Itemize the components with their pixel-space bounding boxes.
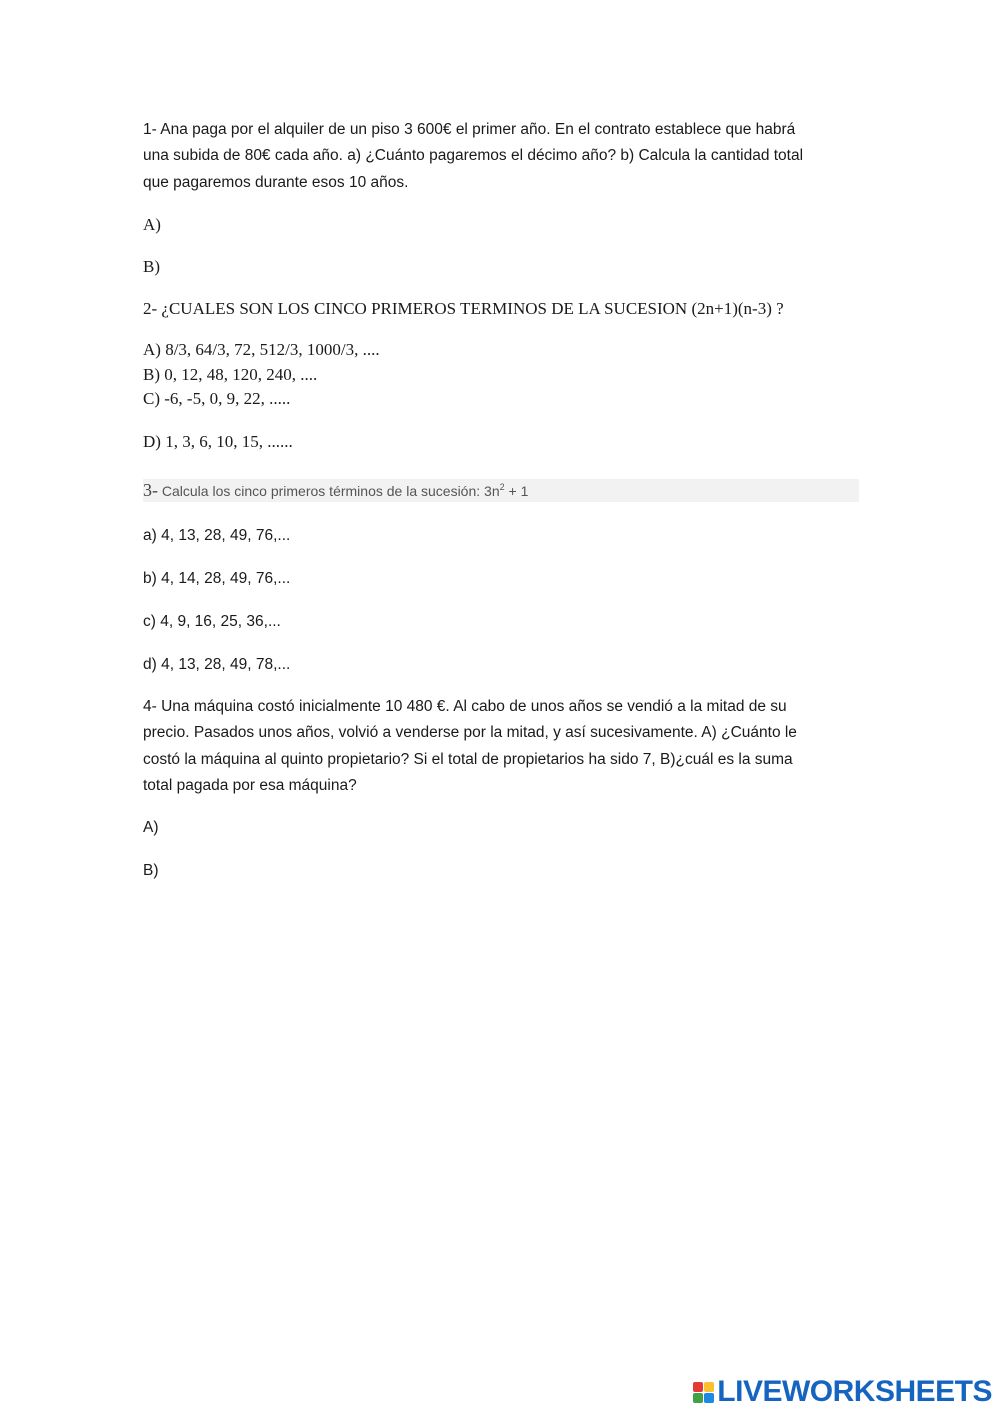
- logo-icon: [693, 1382, 714, 1403]
- question-1-answer-a: A): [143, 215, 161, 234]
- question-2-options: [143, 338, 859, 412]
- question-1-line: una subida de 80€ cada año. a) ¿Cuánto pagaremos el décimo año? b) Calcula la cantidad total: [143, 147, 804, 165]
- question-2-text: 2- ¿CUALES SON LOS CINCO PRIMEROS TERMINOS DE LA SUCESION (2n+1)(n-3) ?: [143, 299, 784, 318]
- question-3-option-b: b) 4, 14, 28, 49, 76,...: [143, 570, 291, 587]
- question-3-number: 3-: [143, 480, 158, 500]
- question-3-option-c: c) 4, 9, 16, 25, 36,...: [143, 613, 281, 630]
- question-4: [143, 694, 859, 799]
- question-1-line: que pagaremos durante esos 10 años.: [143, 173, 409, 191]
- question-1: [143, 117, 859, 196]
- question-1-line: 1- Ana paga por el alquiler de un piso 3 600€ el primer año. En el contrato establece que habrá: [143, 121, 796, 138]
- question-3-header: [143, 479, 859, 502]
- question-4-line: costó la máquina al quinto propietario? Si el total de propietarios ha sido 7, B)¿cuál es la suma: [143, 750, 793, 768]
- question-3-text: Calcula los cinco primeros términos de la sucesión: 3n: [161, 483, 500, 499]
- question-4-line: 4- Una máquina costó inicialmente 10 480 €. Al cabo de unos años se vendió a la mitad de su: [143, 698, 787, 715]
- question-4-line: precio. Pasados unos años, volvió a venderse por la mitad, y así sucesivamente. A) ¿Cuánto le: [143, 724, 797, 742]
- question-3-option-a: a) 4, 13, 28, 49, 76,...: [143, 527, 291, 544]
- question-4-answer-b: B): [143, 862, 159, 879]
- question-2-option-a: A) 8/3, 64/3, 72, 512/3, 1000/3, ....: [143, 340, 380, 359]
- liveworksheets-logo[interactable]: [693, 1377, 992, 1407]
- logo-text: LIVEWORKSHEETS: [717, 1375, 992, 1408]
- question-2-option-c: C) -6, -5, 0, 9, 22, .....: [143, 389, 291, 408]
- question-2-option-d: D) 1, 3, 6, 10, 15, ......: [143, 432, 293, 451]
- question-4-answer-a: A): [143, 819, 159, 836]
- question-1-answer-b: B): [143, 257, 160, 276]
- question-3-tail: + 1: [504, 483, 529, 499]
- question-3-exponent: 2: [499, 482, 505, 492]
- question-3-option-d: d) 4, 13, 28, 49, 78,...: [143, 656, 291, 673]
- question-2-option-b: B) 0, 12, 48, 120, 240, ....: [143, 364, 318, 384]
- question-4-line: total pagada por esa máquina?: [143, 776, 357, 794]
